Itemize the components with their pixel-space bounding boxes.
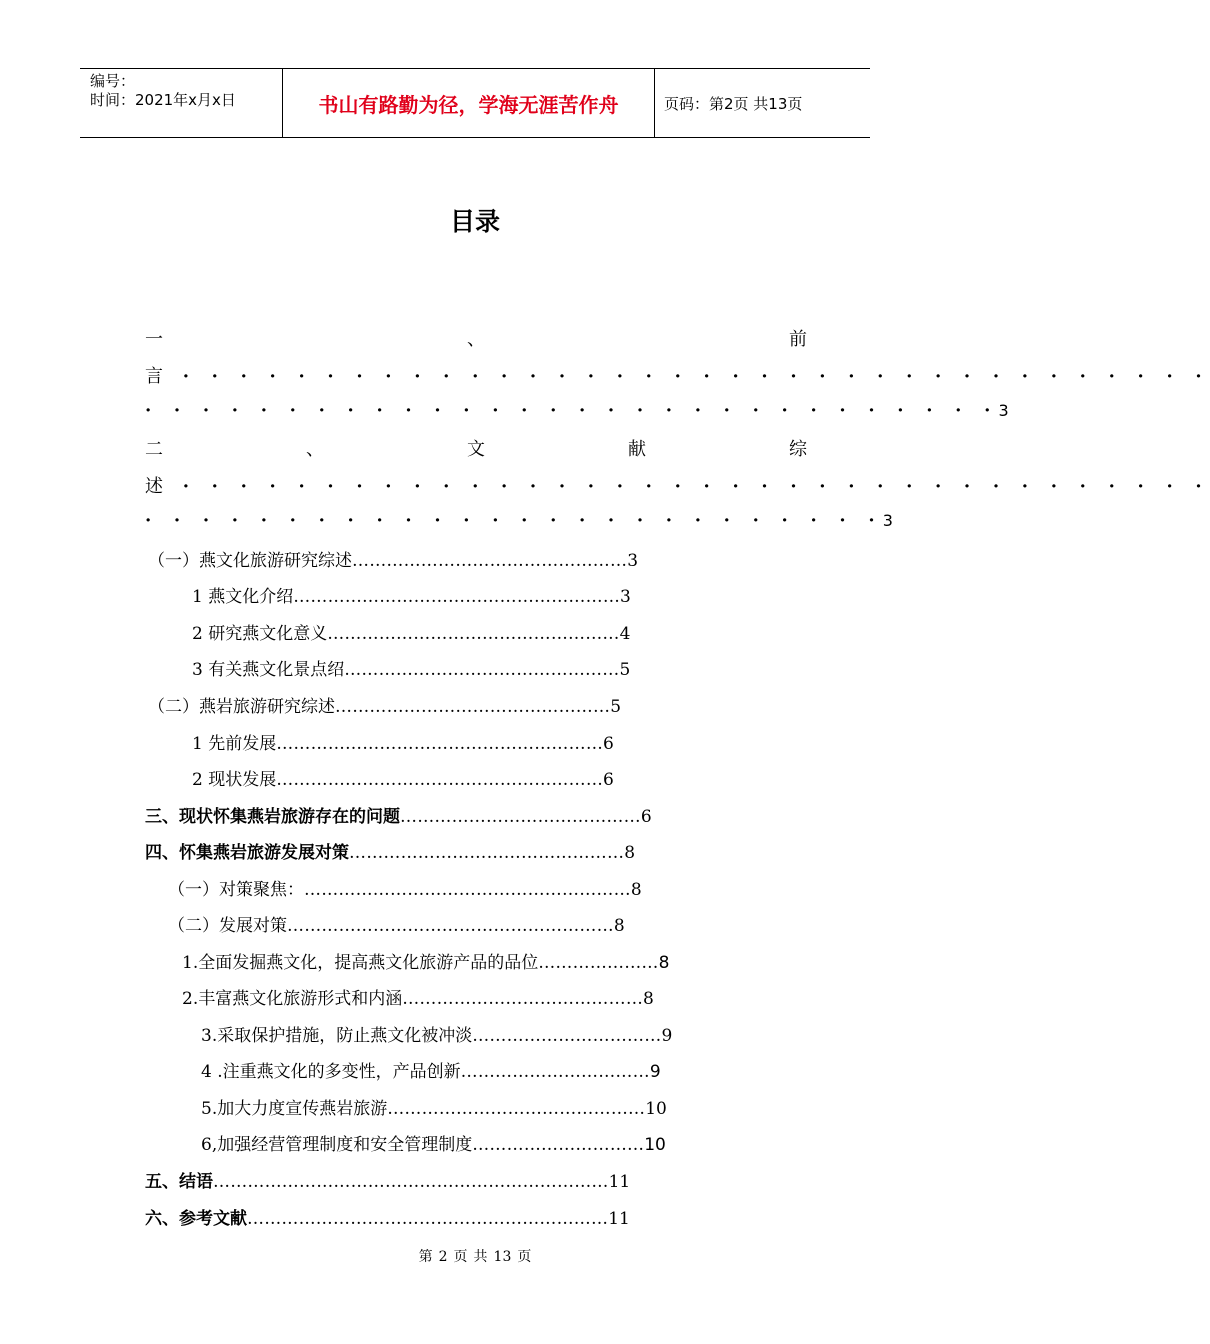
toc-entry[interactable]: [182, 948, 669, 973]
toc-entry-text: 2 研究燕文化意义: [192, 624, 328, 644]
toc-entry[interactable]: [192, 619, 630, 644]
toc-entry-review-line1[interactable]: [145, 435, 807, 461]
toc-page-number: 8: [658, 953, 670, 973]
toc-leader: ……………………………: [460, 1062, 650, 1082]
toc-leader: …………………………………………: [352, 551, 628, 571]
toc-char: 一: [145, 329, 163, 350]
toc-leader: …………………………………………………: [304, 880, 631, 900]
header-meta: [80, 69, 283, 137]
toc-entry-review-line2: [145, 472, 1210, 498]
toc-entry[interactable]: [145, 1204, 630, 1229]
footer-total-pages: 13: [493, 1249, 512, 1265]
toc-entry[interactable]: [182, 984, 654, 1009]
toc-leader: · · · · · · · · · · · · · · · · · · · · · · · · · ·: [145, 510, 883, 531]
toc-leader: …………………………………………………: [287, 916, 614, 936]
toc-page-number: 8: [613, 916, 625, 936]
toc-entry-text: 2 现状发展: [192, 770, 277, 790]
toc-entry-preface-line2: [145, 362, 1210, 388]
toc-entry-text: 四、怀集燕岩旅游发展对策: [145, 843, 349, 863]
toc-entry[interactable]: [145, 1167, 630, 1192]
toc-page-number: 9: [661, 1026, 673, 1046]
toc-entry[interactable]: [145, 838, 635, 863]
toc-char: 文: [467, 439, 485, 460]
toc-entry[interactable]: [145, 802, 652, 827]
toc-entry[interactable]: [201, 1021, 672, 1046]
toc-entry-text: （二）燕岩旅游研究综述: [148, 697, 335, 717]
toc-entry[interactable]: [192, 582, 631, 607]
toc-entry-text: 3 有关燕文化景点绍: [192, 660, 345, 680]
toc-char: 述: [145, 476, 163, 497]
toc-entry-text: 4 .注重燕文化的多变性，产品创新: [201, 1062, 461, 1082]
toc-page-number: 6: [603, 770, 614, 790]
toc-char: 言: [145, 366, 163, 387]
toc-entry[interactable]: [168, 875, 642, 900]
header-page-info: 页码：第2页 共13页: [664, 94, 803, 113]
toc-entry-text: 3.采取保护措施，防止燕文化被冲淡: [201, 1026, 473, 1046]
toc-leader: …………………………………………: [349, 843, 625, 863]
time-label: 时间：2021年x月x日: [90, 91, 236, 109]
toc-entry-text: 五、结语: [145, 1172, 213, 1192]
toc-page-number: 8: [643, 989, 654, 1009]
footer-text: 页: [517, 1249, 532, 1265]
toc-entry-text: 三、现状怀集燕岩旅游存在的问题: [145, 807, 400, 827]
toc-entry-text: 6,加强经营管理制度和安全管理制度: [201, 1135, 473, 1155]
toc-page-number: 3: [998, 401, 1009, 420]
toc-leader: …………………………: [472, 1135, 645, 1155]
toc-entry[interactable]: [148, 546, 638, 571]
toc-leader: ……………………………………………: [327, 624, 620, 644]
toc-entry[interactable]: [192, 655, 630, 680]
toc-leader: …………………: [538, 953, 659, 973]
toc-page-number: 6: [603, 734, 614, 754]
footer-text: 共: [473, 1249, 488, 1265]
toc-leader: ……………………………………: [400, 807, 641, 827]
toc-entry-text: 5.加大力度宣传燕岩旅游: [201, 1099, 388, 1119]
toc-leader: …………………………………………………: [276, 770, 604, 790]
toc-leader: · · · · · · · · · · · · · · · · · · · · · · · · · · · · · · · · · · · ·: [182, 476, 1210, 497]
toc-entry-preface-line1[interactable]: [145, 325, 807, 351]
toc-page-number: 10: [645, 1099, 667, 1119]
toc-leader: ………………………………………………………: [247, 1209, 609, 1229]
toc-page-number: 10: [644, 1135, 666, 1155]
toc-entry-text: （一）对策聚焦：: [168, 880, 304, 900]
toc-page-number: 4: [619, 624, 631, 644]
toc-page-number: 8: [624, 843, 636, 863]
toc-entry[interactable]: [168, 911, 625, 936]
toc-entry[interactable]: [192, 765, 614, 790]
toc-leader: ……………………………………………………………: [213, 1172, 609, 1192]
toc-leader: …………………………………………………: [293, 587, 621, 607]
toc-page-number: 3: [882, 511, 893, 530]
toc-char: 二: [145, 439, 163, 460]
page-header: [80, 68, 870, 138]
footer-text: 第: [418, 1249, 433, 1265]
toc-entry-text: （一）燕文化旅游研究综述: [148, 551, 352, 571]
toc-page-number: 11: [608, 1172, 631, 1192]
toc-page-number: 9: [649, 1062, 661, 1082]
toc-leader: ……………………………………: [402, 989, 644, 1009]
toc-page-number: 3: [620, 587, 631, 607]
toc-page-number: 8: [630, 880, 642, 900]
toc-leader: …………………………………………: [335, 697, 611, 717]
toc-entry[interactable]: [201, 1094, 667, 1119]
toc-entry-review-line3: [145, 510, 893, 531]
toc-char: 综: [789, 439, 807, 460]
toc-page-number: 3: [627, 551, 639, 571]
toc-page-number: 5: [610, 697, 622, 717]
toc-leader: · · · · · · · · · · · · · · · · · · · · · · · · · · · · · ·: [145, 400, 999, 421]
toc-char: 、: [306, 439, 324, 460]
toc-char: 前: [789, 329, 807, 350]
toc-leader: …………………………………………………: [276, 734, 604, 754]
toc-entry[interactable]: [148, 692, 621, 717]
toc-entry-text: 1 先前发展: [192, 734, 277, 754]
page-title: 目录: [449, 207, 500, 236]
header-motto: 书山有路勤为径，学海无涯苦作舟: [283, 69, 655, 137]
toc-leader: …………………………………………: [344, 660, 620, 680]
toc-page-number: 5: [619, 660, 631, 680]
toc-entry-text: 1 燕文化介绍: [192, 587, 294, 607]
toc-entry[interactable]: [192, 729, 614, 754]
page-footer: [0, 1246, 950, 1266]
toc-char: 、: [467, 329, 485, 350]
toc-leader: ……………………………: [472, 1026, 662, 1046]
toc-entry-text: 2.丰富燕文化旅游形式和内涵: [182, 989, 403, 1009]
number-label: 编号：: [90, 72, 136, 90]
toc-leader: ………………………………………: [387, 1099, 646, 1119]
toc-page-number: 11: [608, 1209, 630, 1229]
toc-char: 献: [628, 439, 646, 460]
toc-entry-text: 六、参考文献: [145, 1209, 247, 1229]
toc-entry-preface-line3: [145, 400, 1009, 421]
toc-entry[interactable]: [201, 1130, 666, 1155]
toc-entry-text: 1.全面发掘燕文化，提高燕文化旅游产品的品位: [182, 953, 539, 973]
toc-leader: · · · · · · · · · · · · · · · · · · · · · · · · · · · · · · · · · · · ·: [182, 366, 1210, 387]
footer-page-number: 2: [438, 1249, 448, 1265]
toc-page-number: 6: [640, 807, 652, 827]
toc-entry-text: （二）发展对策: [168, 916, 287, 936]
toc-entry[interactable]: [201, 1057, 661, 1082]
footer-text: 页: [453, 1249, 468, 1265]
